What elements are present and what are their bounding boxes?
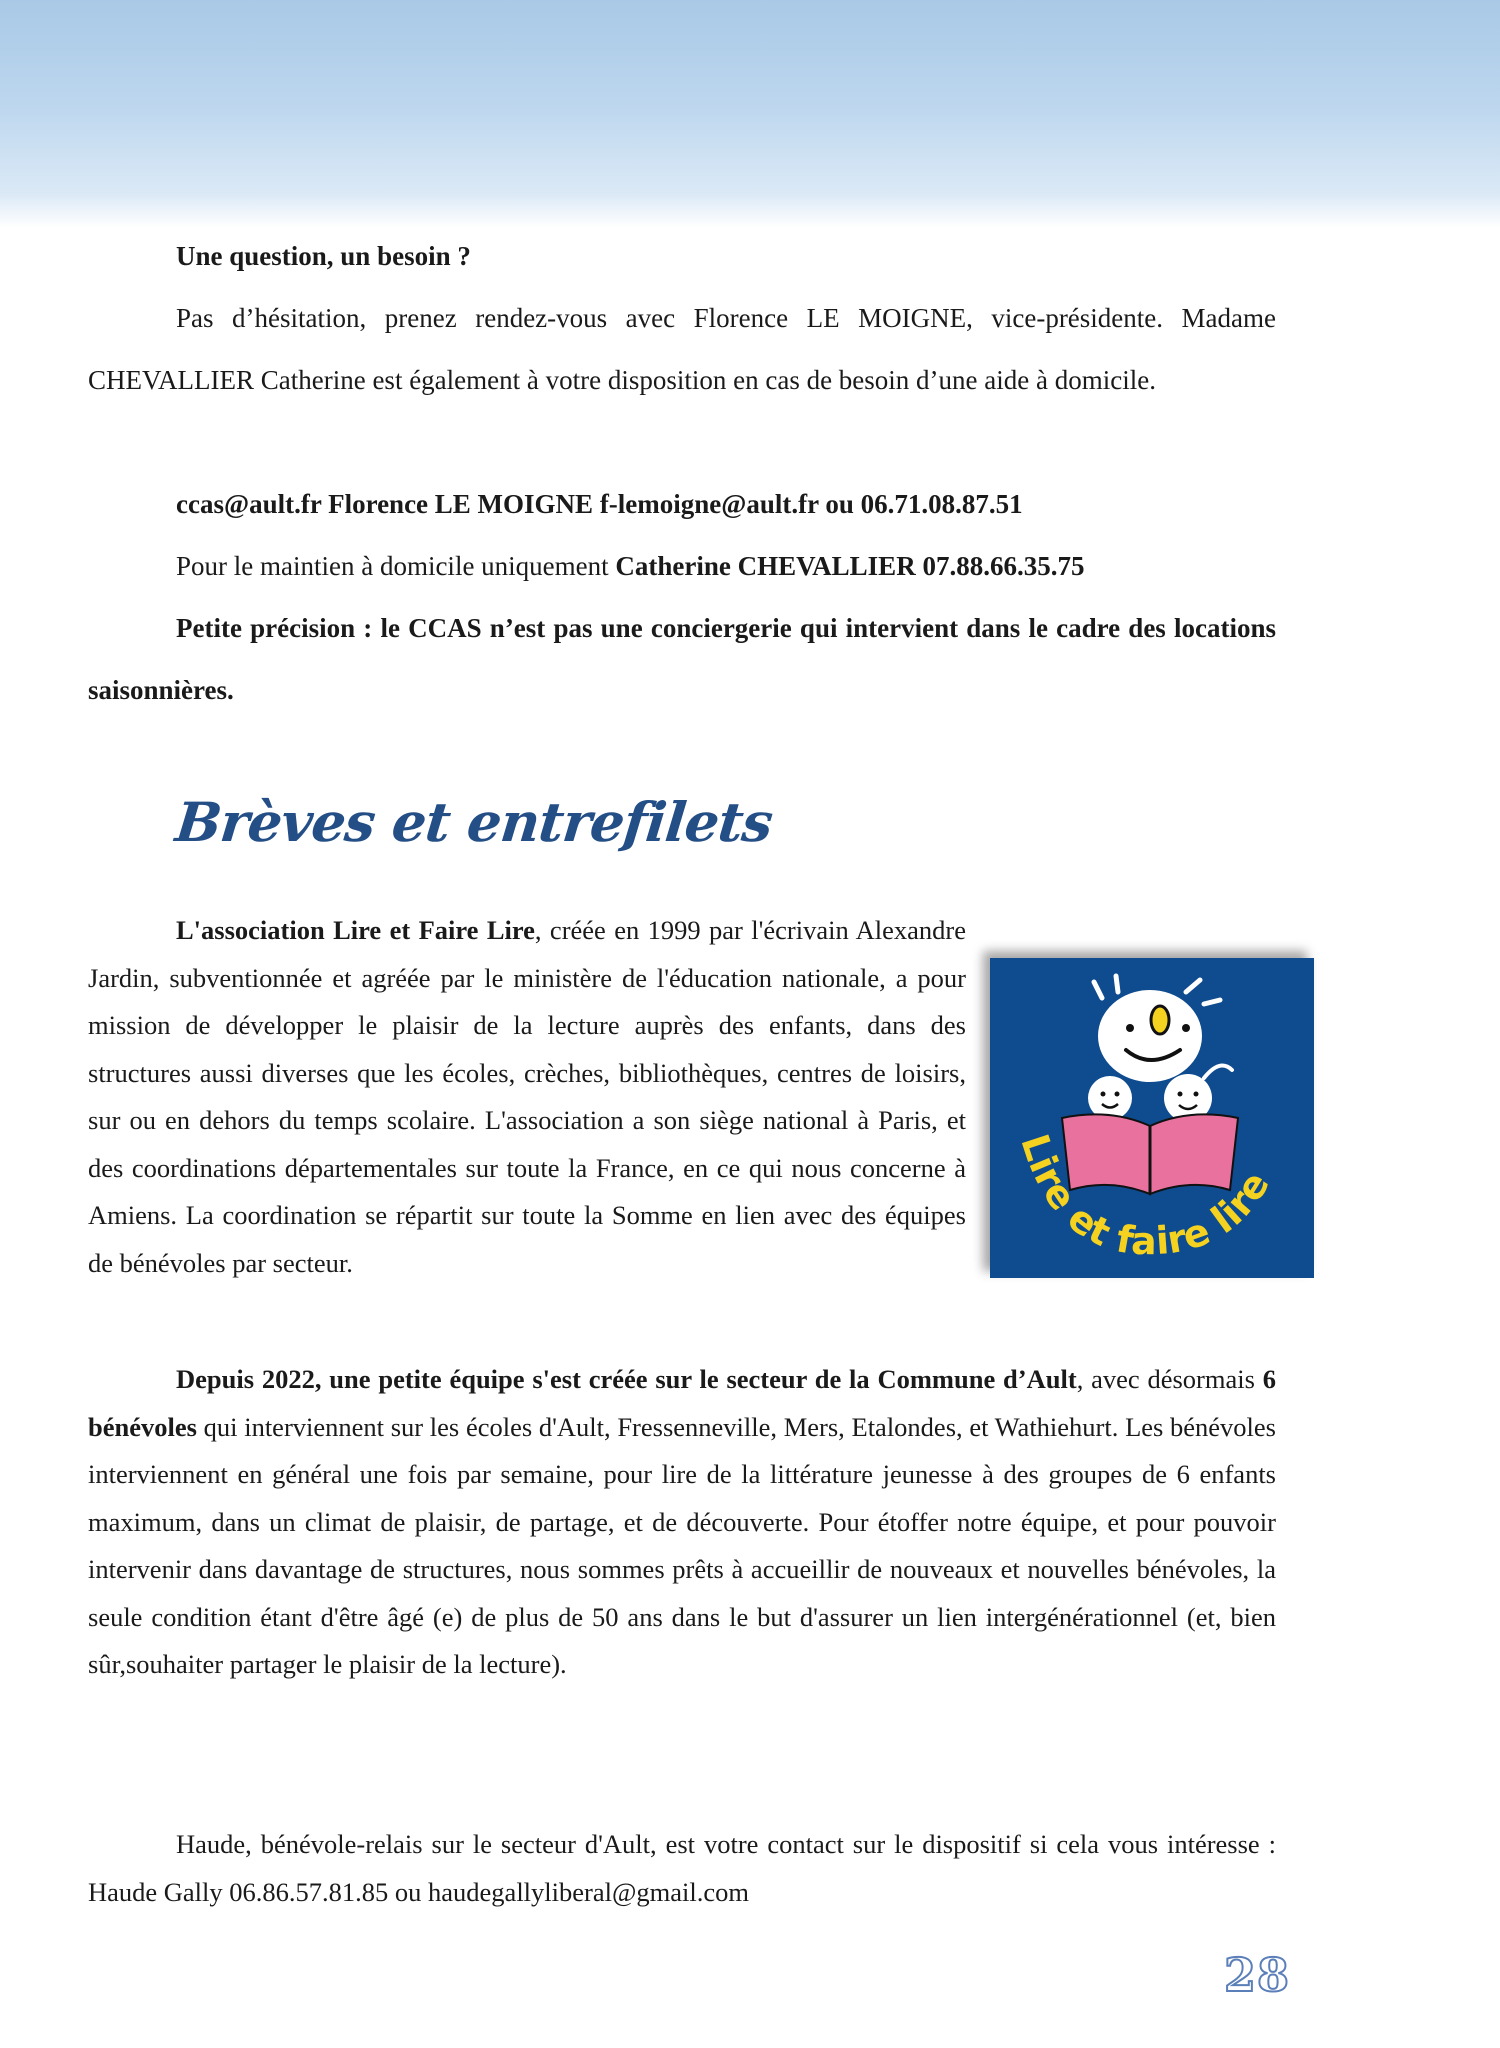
contact-heading xyxy=(88,225,1276,287)
team-paragraph xyxy=(88,1356,1276,1689)
logo-illustration xyxy=(990,958,1314,1278)
volunteer-count: 6 bénévoles xyxy=(88,1364,1276,1442)
paragraph-text: Pas d’hésitation, prenez rendez-vous avec Florence LE MOIGNE, vice-présidente. Madame CHEVALLIER Catherine est également à votre disposition en cas de besoin d’une aide à domicile. xyxy=(88,303,1276,395)
contact-haude-text: Haude, bénévole-relais sur le secteur d'Ault, est votre contact sur le dispositif si cela vous intéresse : Haude Gally 06.86.57.81.85 ou haudegallyliberal@gmail.com xyxy=(88,1829,1276,1907)
team-text-b: qui interviennent sur les écoles d'Ault, Fressenneville, Mers, Etalondes, et Wathiehurt. Les bénévoles interviennent en général une fois par semaine, pour lire de la littérature jeunesse à des groupes de 6 enfants maximum, dans un climat de plaisir, de partage, et de découverte. Pour étoffer notre équipe, et pour pouvoir intervenir dans davantage de structures, nous sommes prêts à accueillir de nouveaux et nouvelles bénévoles, la seule condition étant d'être âgé (e) de plus de 50 ans dans le but d'assurer un lien intergénérationnel (et, bien sûr,souhaiter partager le plaisir de la lecture). xyxy=(88,1411,1276,1679)
note-text: Petite précision : le CCAS n’est pas une conciergerie qui intervient dans le cadre des locations saisonnières. xyxy=(88,613,1276,705)
page-number: 28 xyxy=(1224,1948,1291,2002)
association-description: , créée en 1999 par l'écrivain Alexandre Jardin, subventionnée et agréée par le ministère de l'éducation nationale, a pour mission de développer le plaisir de la lecture auprès des enfants, dans des structures aussi diverses que les écoles, crèches, bibliothèques, centres de loisirs, sur ou en dehors du temps scolaire. L'association a son siège national à Paris, et des coordinations départementales sur toute la France, en ce qui nous concerne à Amiens. La coordination se répartit sur toute la Somme en lien avec des équipes de bénévoles par secteur. xyxy=(88,915,967,1278)
heading-text: Une question, un besoin ? xyxy=(176,241,471,271)
contact-paragraph xyxy=(88,287,1276,411)
lire-et-faire-lire-logo xyxy=(990,958,1314,1278)
contact-line-2 xyxy=(88,535,1276,597)
contact-emails: ccas@ault.fr Florence LE MOIGNE f-lemoigne@ault.fr ou 06.71.08.87.51 xyxy=(176,489,1023,519)
logo-text: Lire et faire lire xyxy=(1012,1128,1278,1264)
team-intro: Depuis 2022, une petite équipe s'est créée sur le secteur de la Commune d’Ault xyxy=(176,1364,1077,1394)
section-title: Brèves et entrefilets xyxy=(172,790,776,854)
contact-line-1 xyxy=(88,473,1276,535)
contact-prefix: Pour le maintien à domicile uniquement xyxy=(176,551,616,581)
team-text-a: , avec désormais xyxy=(1076,1364,1263,1394)
contact-haude-paragraph xyxy=(88,1821,1276,1916)
book-icon xyxy=(1062,1114,1238,1194)
header-band xyxy=(0,0,1500,228)
ccas-note xyxy=(88,597,1276,721)
association-name: L'association Lire et Faire Lire xyxy=(176,915,535,945)
top-face-icon xyxy=(1094,976,1220,1082)
association-paragraph xyxy=(88,907,966,1287)
contact-name-phone: Catherine CHEVALLIER 07.88.66.35.75 xyxy=(615,551,1085,581)
